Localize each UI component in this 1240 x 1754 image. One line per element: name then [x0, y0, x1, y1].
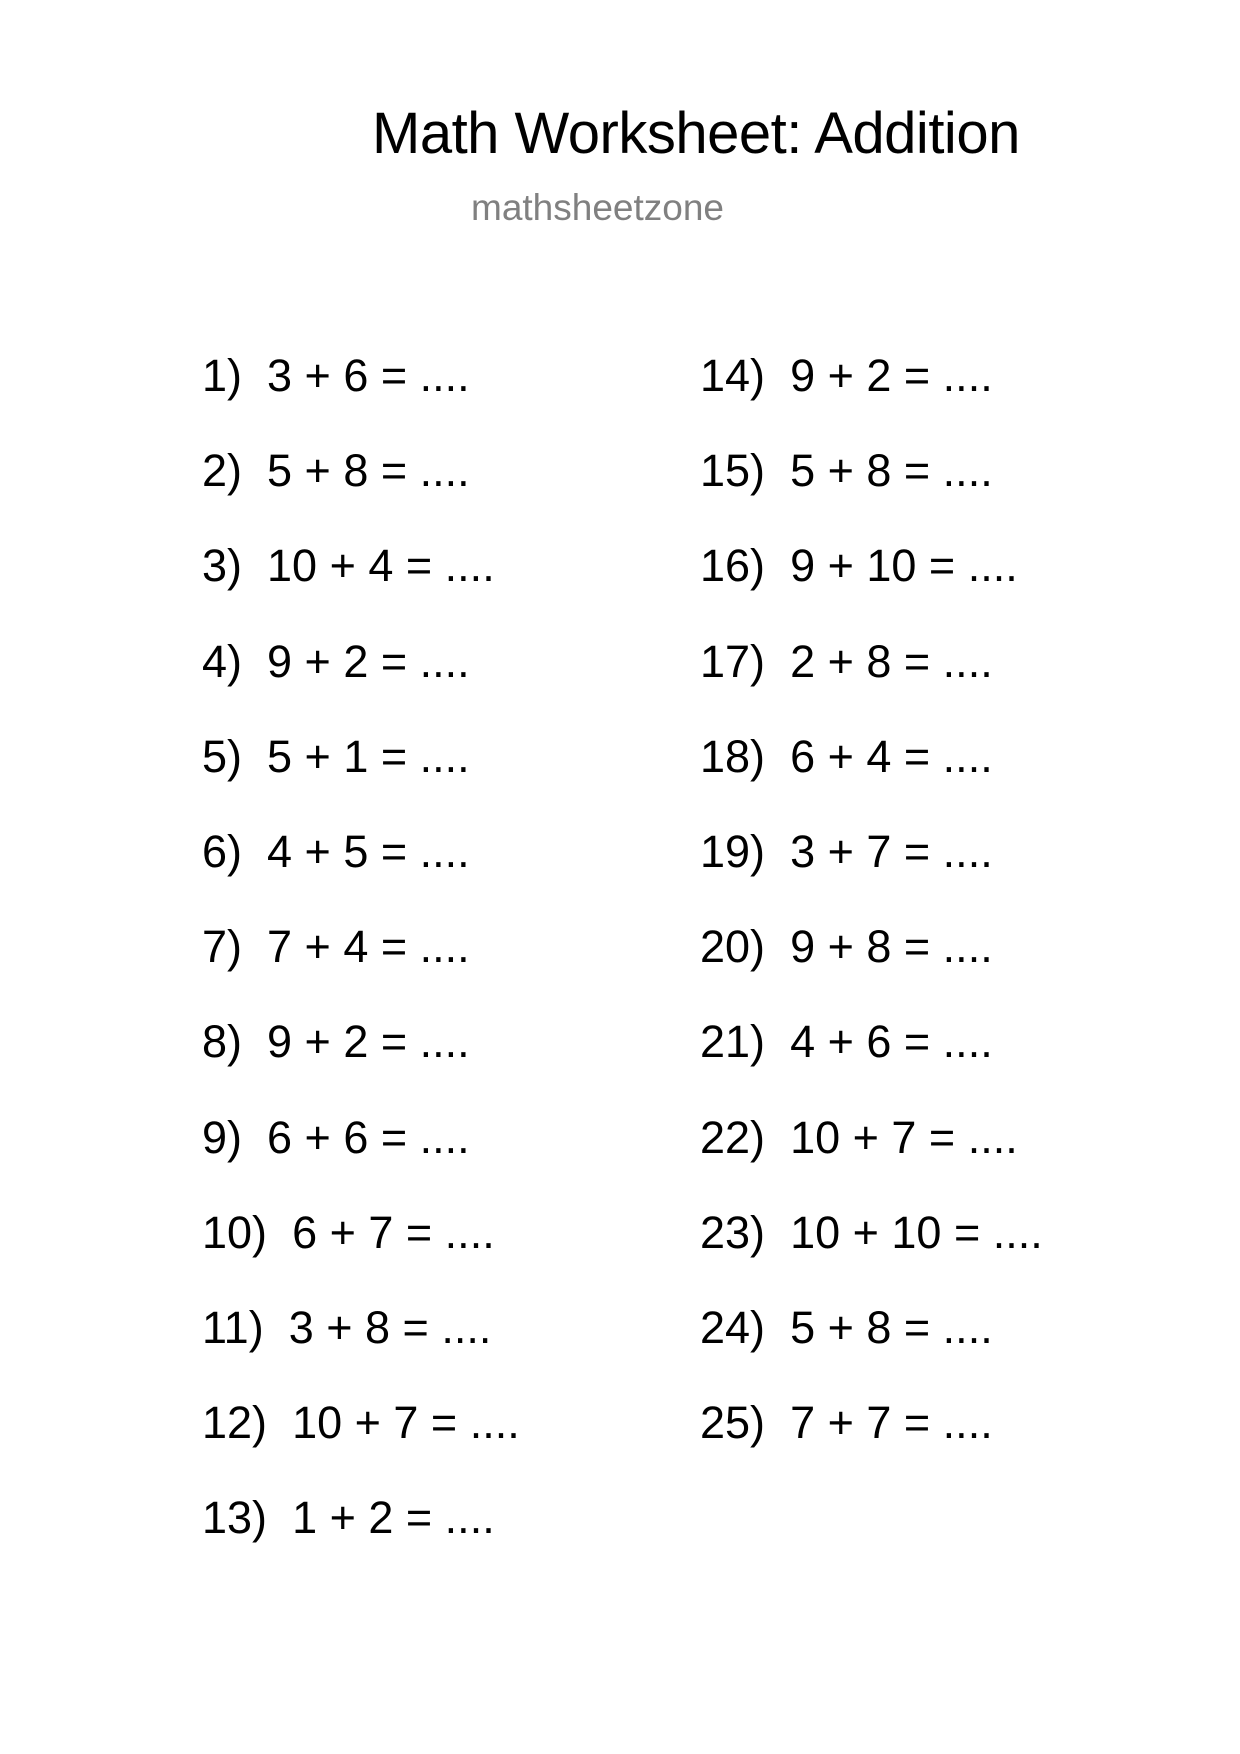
- problem-number: 1): [202, 350, 243, 401]
- spacer: [765, 443, 790, 538]
- spacer: [242, 919, 267, 1014]
- problem-number: 10): [202, 1206, 268, 1258]
- problem-number: 11): [202, 1301, 264, 1353]
- problem-expression: 9 + 2 = ....: [267, 1016, 470, 1068]
- spacer: [765, 348, 790, 443]
- problem-expression: 6 + 4 = ....: [790, 730, 993, 782]
- problem-expression: 3 + 7 = ....: [790, 825, 993, 877]
- problem-item: [700, 729, 1043, 824]
- problem-number: 21): [700, 1016, 766, 1068]
- problem-number: 4): [202, 635, 243, 687]
- spacer: [765, 1205, 790, 1300]
- spacer: [765, 1014, 790, 1109]
- problem-item: [202, 443, 520, 538]
- problem-number: 19): [700, 825, 766, 877]
- problem-number: 23): [700, 1206, 766, 1258]
- problem-number: 2): [202, 445, 243, 497]
- problem-item: [202, 1395, 520, 1490]
- problem-item: [202, 1014, 520, 1109]
- problem-expression: 3 + 6 = ....: [267, 350, 470, 401]
- problem-item: [202, 634, 520, 729]
- spacer: [242, 443, 267, 538]
- problem-item: [700, 1014, 1043, 1109]
- spacer: [267, 1395, 292, 1490]
- spacer: [765, 538, 790, 633]
- problem-number: 24): [700, 1301, 766, 1353]
- problem-expression: 2 + 8 = ....: [790, 635, 993, 687]
- problem-expression: 3 + 8 = ....: [288, 1301, 492, 1353]
- problem-expression: 9 + 2 = ....: [790, 350, 993, 401]
- problem-number: 18): [700, 730, 766, 782]
- problem-expression: 4 + 5 = ....: [267, 825, 470, 877]
- problem-item: [700, 1300, 1043, 1395]
- problem-item: [700, 634, 1043, 729]
- problem-number: 16): [700, 540, 766, 592]
- problem-expression: 10 + 10 = ....: [790, 1206, 1043, 1258]
- problem-expression: 10 + 4 = ....: [267, 540, 495, 592]
- problem-expression: 10 + 7 = ....: [292, 1397, 520, 1449]
- spacer: [267, 1490, 292, 1585]
- problem-expression: 7 + 4 = ....: [267, 921, 470, 973]
- problem-item: [202, 1300, 520, 1395]
- problem-item: [700, 538, 1043, 633]
- page-title: Math Worksheet: Addition: [372, 101, 1020, 166]
- spacer: [242, 348, 267, 443]
- problem-item: [700, 348, 1043, 443]
- spacer: [765, 634, 790, 729]
- problem-column-right: [700, 348, 1043, 1490]
- spacer: [765, 729, 790, 824]
- problem-expression: 10 + 7 = ....: [790, 1111, 1018, 1163]
- spacer: [267, 1205, 292, 1300]
- problem-expression: 6 + 6 = ....: [267, 1111, 470, 1163]
- problem-expression: 7 + 7 = ....: [790, 1397, 993, 1449]
- problem-number: 17): [700, 635, 766, 687]
- spacer: [765, 1110, 790, 1205]
- problem-item: [700, 919, 1043, 1014]
- spacer: [242, 1014, 267, 1109]
- problem-number: 15): [700, 445, 766, 497]
- problem-expression: 9 + 10 = ....: [790, 540, 1018, 592]
- site-watermark: mathsheetzone: [471, 187, 725, 228]
- problem-item: [700, 1205, 1043, 1300]
- spacer: [765, 824, 790, 919]
- problem-expression: 6 + 7 = ....: [292, 1206, 495, 1258]
- spacer: [242, 538, 267, 633]
- problem-item: [700, 1395, 1043, 1490]
- problem-expression: 9 + 2 = ....: [267, 635, 470, 687]
- problem-number: 5): [202, 730, 243, 782]
- problem-expression: 5 + 8 = ....: [267, 445, 470, 497]
- spacer: [242, 634, 267, 729]
- problem-column-left: [202, 348, 520, 1585]
- problem-item: [202, 348, 520, 443]
- problem-item: [700, 443, 1043, 538]
- problem-number: 20): [700, 921, 766, 973]
- problem-number: 3): [202, 540, 243, 592]
- problem-number: 13): [202, 1492, 268, 1544]
- spacer: [264, 1300, 289, 1395]
- spacer: [765, 919, 790, 1014]
- problem-item: [202, 1490, 520, 1585]
- spacer: [242, 729, 267, 824]
- problem-expression: 5 + 8 = ....: [790, 1301, 993, 1353]
- problem-item: [202, 1205, 520, 1300]
- problem-expression: 9 + 8 = ....: [790, 921, 993, 973]
- problem-number: 12): [202, 1397, 268, 1449]
- spacer: [765, 1395, 790, 1490]
- problem-number: 6): [202, 825, 243, 877]
- spacer: [765, 1300, 790, 1395]
- spacer: [242, 1110, 267, 1205]
- problem-number: 8): [202, 1016, 243, 1068]
- problem-expression: 4 + 6 = ....: [790, 1016, 993, 1068]
- problem-expression: 5 + 1 = ....: [267, 730, 470, 782]
- problem-item: [700, 1110, 1043, 1205]
- problem-expression: 1 + 2 = ....: [292, 1492, 495, 1544]
- problem-number: 22): [700, 1111, 766, 1163]
- problem-number: 25): [700, 1397, 766, 1449]
- problem-number: 14): [700, 350, 766, 401]
- problem-item: [202, 729, 520, 824]
- problem-item: [202, 538, 520, 633]
- problem-item: [202, 1110, 520, 1205]
- problem-expression: 5 + 8 = ....: [790, 445, 993, 497]
- problem-item: [202, 824, 520, 919]
- problem-number: 9): [202, 1111, 243, 1163]
- problem-item: [202, 919, 520, 1014]
- problem-number: 7): [202, 921, 243, 973]
- spacer: [242, 824, 267, 919]
- problem-item: [700, 824, 1043, 919]
